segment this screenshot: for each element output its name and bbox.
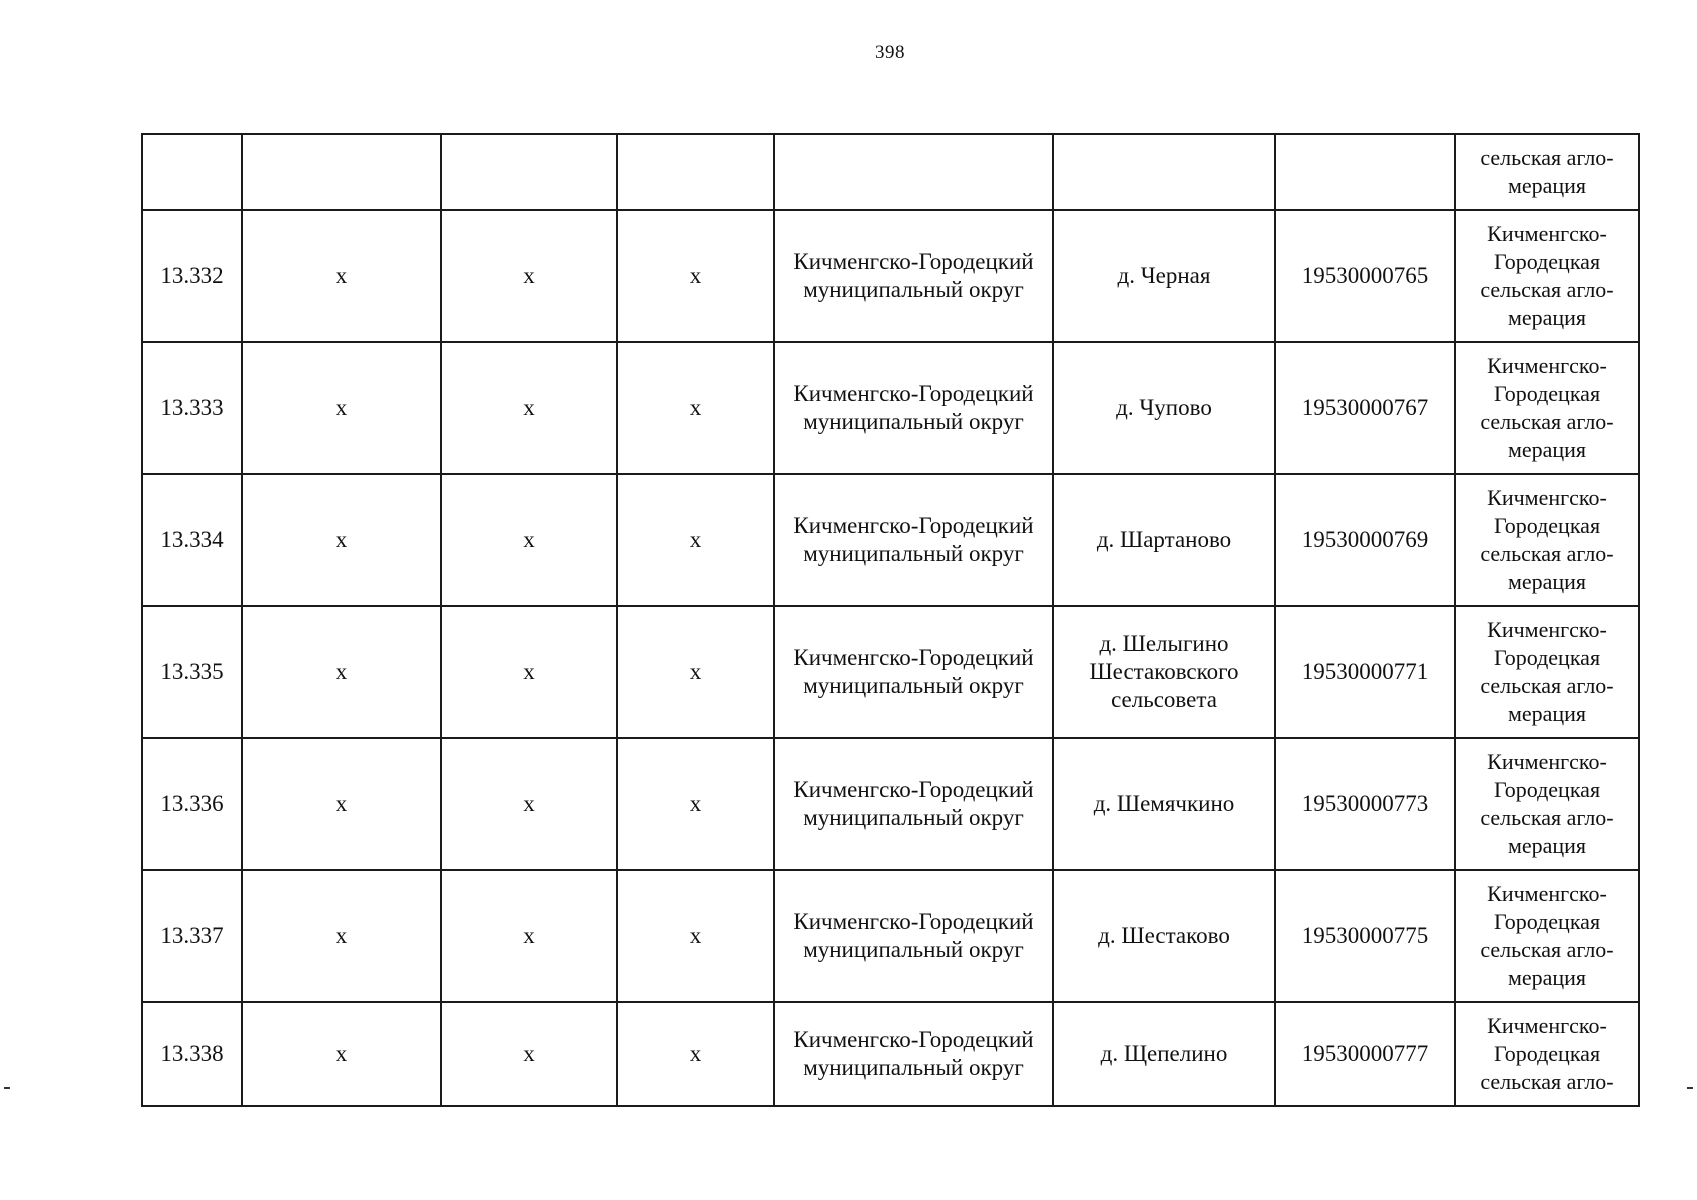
cell-empty: [242, 134, 441, 210]
cell-code: [1275, 870, 1455, 1002]
cell-agglomeration: [1455, 210, 1639, 342]
cell-number-text: 13.332: [160, 263, 224, 288]
cell-mark-text: x: [689, 923, 702, 948]
cell-agglomeration-text: Кичменгско- Городецкая сельская агло- мерация: [1480, 749, 1614, 858]
table-body: [142, 134, 1639, 1106]
cell-district-text: Кичменгско-Городецкий муниципальный округ: [793, 909, 1034, 962]
cell-mark: [441, 606, 617, 738]
cell-settlement-text: д. Чупово: [1116, 395, 1212, 420]
data-table: [141, 133, 1640, 1107]
cell-mark-text: x: [523, 263, 535, 288]
cell-number: [142, 606, 242, 738]
cell-district-text: Кичменгско-Городецкий муниципальный округ: [793, 1027, 1034, 1080]
cell-settlement: [1053, 606, 1275, 738]
cell-district: [774, 606, 1053, 738]
cell-mark-text: x: [335, 395, 348, 420]
cell-mark-text: x: [523, 923, 535, 948]
cell-mark-text: x: [689, 1041, 702, 1066]
cell-settlement-text: д. Шестаково: [1098, 923, 1230, 948]
cell-empty: [441, 134, 617, 210]
cell-mark: [441, 1002, 617, 1106]
cell-empty: [1053, 134, 1275, 210]
cell-settlement: [1053, 210, 1275, 342]
cell-settlement-text: д. Щепелино: [1100, 1041, 1228, 1066]
cell-settlement: [1053, 342, 1275, 474]
cell-agglomeration-text: Кичменгско- Городецкая сельская агло- мерация: [1480, 881, 1614, 990]
cell-district-text: Кичменгско-Городецкий муниципальный округ: [793, 513, 1034, 566]
cell-empty: [142, 134, 242, 210]
cell-mark: [242, 606, 441, 738]
cell-agglomeration-text: Кичменгско- Городецкая сельская агло- мерация: [1480, 617, 1614, 726]
cell-number: [142, 870, 242, 1002]
cell-agglomeration: [1455, 474, 1639, 606]
table-row: [142, 870, 1639, 1002]
cell-settlement: [1053, 1002, 1275, 1106]
cell-mark-text: x: [523, 527, 535, 552]
cell-mark: [617, 606, 774, 738]
cell-code-text: 19530000771: [1301, 659, 1429, 684]
cell-code-text: 19530000769: [1301, 527, 1429, 552]
cell-number: [142, 210, 242, 342]
cell-mark: [441, 474, 617, 606]
cell-number-text: 13.335: [160, 659, 224, 684]
cell-mark-text: x: [523, 659, 535, 684]
cell-mark-text: x: [523, 395, 535, 420]
cell-mark: [242, 342, 441, 474]
cell-code-text: 19530000767: [1301, 395, 1429, 420]
cell-district-text: Кичменгско-Городецкий муниципальный округ: [793, 777, 1034, 830]
table-row: [142, 738, 1639, 870]
cell-empty: [774, 134, 1053, 210]
cell-mark: [441, 738, 617, 870]
cell-mark-text: x: [689, 263, 702, 288]
cell-district-text: Кичменгско-Городецкий муниципальный округ: [793, 645, 1034, 698]
table-row: [142, 1002, 1639, 1106]
cell-mark-text: x: [335, 1041, 348, 1066]
cell-code-text: 19530000775: [1301, 923, 1429, 948]
cell-district: [774, 210, 1053, 342]
cell-agglomeration-text: Кичменгско- Городецкая сельская агло- мерация: [1480, 485, 1614, 594]
cell-district: [774, 1002, 1053, 1106]
cell-settlement: [1053, 474, 1275, 606]
cell-agglomeration: [1455, 134, 1639, 210]
cell-mark: [242, 474, 441, 606]
cell-code: [1275, 738, 1455, 870]
cell-mark: [242, 210, 441, 342]
cell-agglomeration-text: Кичменгско- Городецкая сельская агло- мерация: [1480, 221, 1614, 330]
cell-mark: [441, 342, 617, 474]
table-row: [142, 606, 1639, 738]
cell-mark: [617, 870, 774, 1002]
cell-mark-text: x: [689, 791, 702, 816]
scan-mark-left: [4, 1087, 10, 1089]
cell-mark-text: x: [335, 791, 348, 816]
cell-settlement-text: д. Шартаново: [1096, 527, 1232, 552]
cell-agglomeration-text: Кичменгско- Городецкая сельская агло-: [1480, 1013, 1614, 1094]
cell-mark: [242, 1002, 441, 1106]
cell-settlement: [1053, 870, 1275, 1002]
cell-number-text: 13.338: [160, 1041, 224, 1066]
cell-mark-text: x: [335, 263, 348, 288]
cell-code: [1275, 606, 1455, 738]
cell-number-text: 13.333: [160, 395, 224, 420]
table-row: [142, 342, 1639, 474]
cell-agglomeration: [1455, 606, 1639, 738]
cell-number: [142, 474, 242, 606]
cell-district: [774, 342, 1053, 474]
table-row: [142, 210, 1639, 342]
cell-settlement-text: д. Шелыгино Шестаковского сельсовета: [1089, 631, 1239, 712]
table-row-continued: [142, 134, 1639, 210]
page-number: 398: [875, 42, 905, 63]
cell-number-text: 13.336: [160, 791, 224, 816]
cell-district: [774, 474, 1053, 606]
scan-mark-right: [1687, 1087, 1693, 1089]
cell-district: [774, 870, 1053, 1002]
cell-number: [142, 342, 242, 474]
cell-code: [1275, 1002, 1455, 1106]
cell-mark: [441, 210, 617, 342]
cell-number-text: 13.334: [160, 527, 224, 552]
cell-mark: [441, 870, 617, 1002]
cell-code-text: 19530000777: [1301, 1041, 1429, 1066]
cell-mark-text: x: [689, 659, 702, 684]
agglomeration-text: сельская агло- мерация: [1480, 145, 1614, 198]
cell-mark-text: x: [335, 659, 348, 684]
cell-code: [1275, 474, 1455, 606]
cell-agglomeration: [1455, 342, 1639, 474]
table-row: [142, 474, 1639, 606]
cell-district: [774, 738, 1053, 870]
cell-empty: [1275, 134, 1455, 210]
cell-mark-text: x: [335, 923, 348, 948]
cell-number: [142, 738, 242, 870]
cell-mark-text: x: [523, 1041, 535, 1066]
cell-code-text: 19530000773: [1301, 791, 1429, 816]
cell-district-text: Кичменгско-Городецкий муниципальный округ: [793, 381, 1034, 434]
cell-mark: [617, 738, 774, 870]
cell-mark-text: x: [689, 395, 702, 420]
cell-agglomeration: [1455, 1002, 1639, 1106]
cell-agglomeration: [1455, 738, 1639, 870]
cell-district-text: Кичменгско-Городецкий муниципальный округ: [793, 249, 1034, 302]
cell-mark: [242, 738, 441, 870]
cell-code: [1275, 342, 1455, 474]
cell-code: [1275, 210, 1455, 342]
cell-settlement: [1053, 738, 1275, 870]
cell-mark: [617, 210, 774, 342]
cell-mark-text: x: [523, 791, 535, 816]
cell-mark: [617, 342, 774, 474]
cell-mark: [617, 1002, 774, 1106]
cell-settlement-text: д. Черная: [1117, 263, 1211, 288]
cell-agglomeration-text: Кичменгско- Городецкая сельская агло- мерация: [1480, 353, 1614, 462]
cell-code-text: 19530000765: [1301, 263, 1429, 288]
cell-mark-text: x: [689, 527, 702, 552]
cell-mark-text: x: [335, 527, 348, 552]
cell-empty: [617, 134, 774, 210]
cell-number-text: 13.337: [160, 923, 224, 948]
cell-mark: [242, 870, 441, 1002]
cell-settlement-text: д. Шемячкино: [1093, 791, 1235, 816]
cell-number: [142, 1002, 242, 1106]
cell-agglomeration: [1455, 870, 1639, 1002]
cell-mark: [617, 474, 774, 606]
